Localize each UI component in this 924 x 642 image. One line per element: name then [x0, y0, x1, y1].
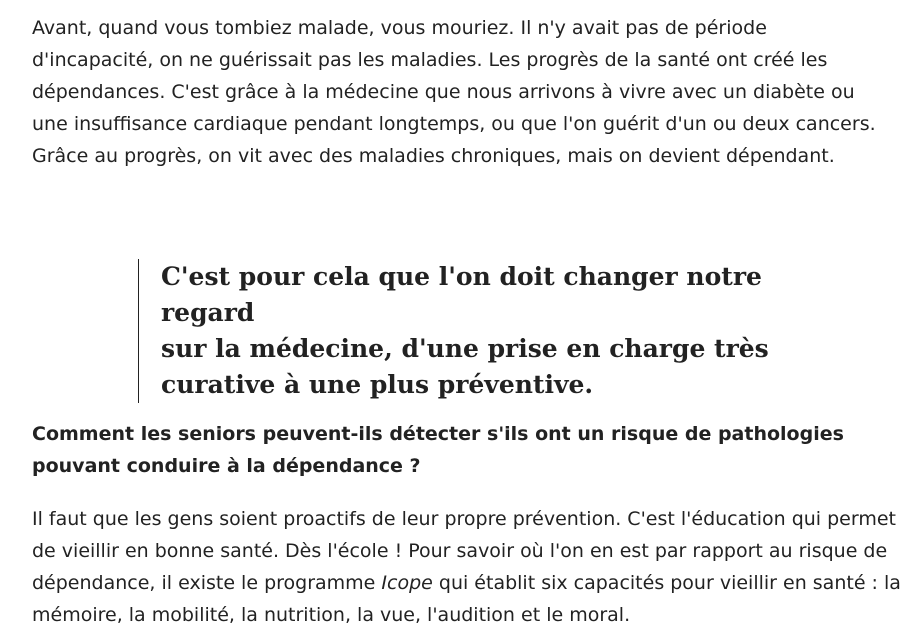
article-body [32, 12, 904, 626]
pull-quote-line-3: curative à une plus préventive. [161, 370, 594, 399]
interview-question: Comment les seniors peuvent-ils détecter s'ils ont un risque de pathologies pouvant conduire à la dépendance ? [32, 423, 844, 477]
interview-answer [32, 503, 912, 631]
pull-quote-line-1: C'est pour cela que l'on doit changer notre regard [161, 262, 762, 327]
pull-quote [138, 259, 861, 403]
intro-paragraph: Avant, quand vous tombiez malade, vous mouriez. Il n'y avait pas de période d'incapacité, on ne guérissait pas les maladies. Les progrès de la santé ont créé les dépendances. C'est grâce à la médecine que nous arrivons à vivre avec un diabète ou une insuffisance cardiaque pendant longtemps, ou que l'on guérit d'un ou deux cancers. Grâce au progrès, on vit avec des maladies chroniques, mais on devient dépendant. [32, 17, 876, 167]
program-name: Icope [381, 572, 433, 594]
answer-text-start: Il faut que les gens soient proactifs de leur propre prévention. C'est l'éducation qui permet de vieillir en bonne santé. Dès l'école ! Pour savoir où l'on en est par rapport au risque de dépendance, il existe le programme [32, 508, 896, 594]
pull-quote-line-2: sur la médecine, d'une prise en charge très [161, 334, 769, 363]
answer-text-end: qui établit six capacités pour vieillir en santé : la mémoire, la mobilité, la nutrition, la vue, l'audition et le moral. [32, 572, 901, 626]
